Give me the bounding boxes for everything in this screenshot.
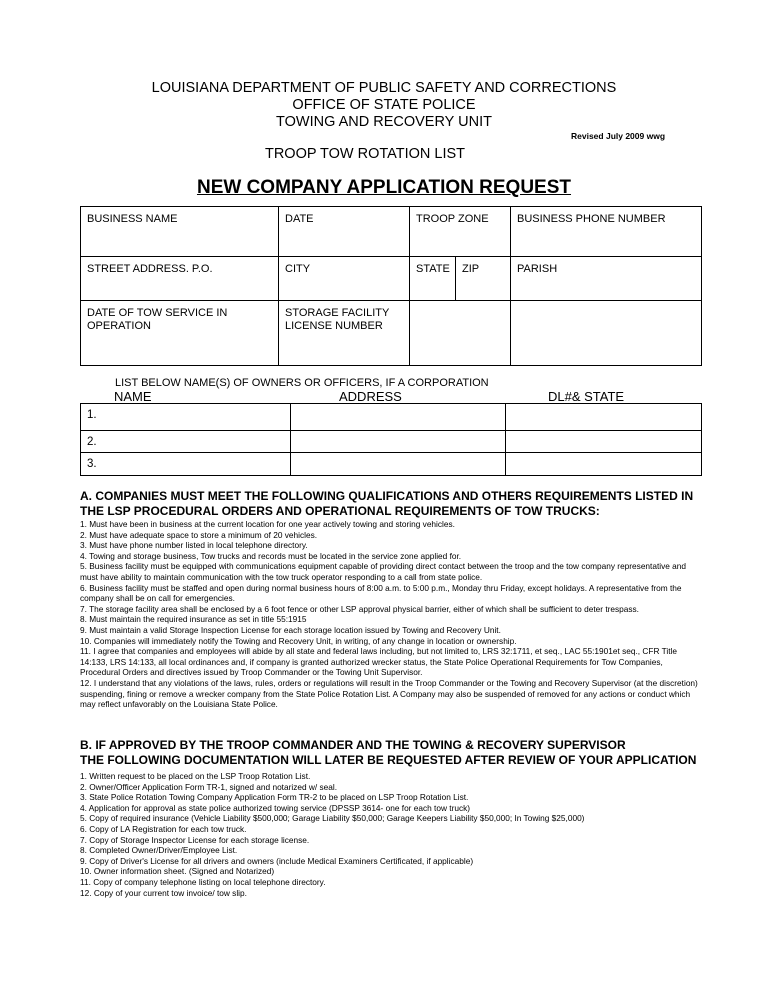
owners-name-header: NAME [114,389,152,404]
owner-dl-cell[interactable] [506,404,702,431]
zip-field[interactable] [456,257,511,301]
revised-note: Revised July 2009 wwg [571,131,666,141]
storage-license-field[interactable] [279,301,410,366]
owners-table [80,403,702,476]
agency-header [0,80,768,131]
business-phone-field[interactable] [511,207,702,257]
parish-field[interactable] [511,257,702,301]
list-item: 12. I understand that any violations of the laws, rules, orders or regulations will result in the Troop Commander or the Towing and Recovery Supervisor (at the discretion) suspending, fining or remove a wrecker company from the State Police Rotation List. A Company may also be suspended of removed for any actions or conduct which may reflect unfavorably on the Louisiana State Police. [80,677,698,710]
owners-address-header: ADDRESS [339,389,402,404]
storage-license-label: STORAGE FACILITY LICENSE NUMBER [285,307,390,332]
section-b-title [80,738,740,768]
business-name-label: BUSINESS NAME [87,213,178,225]
owners-dl-header: DL#& STATE [548,389,625,404]
section-b-title-line-1: B. IF APPROVED BY THE TROOP COMMANDER AND THE TOWING & RECOVERY SUPERVISOR [80,738,626,752]
owner-name-cell[interactable] [81,431,291,453]
list-item: 8. Completed Owner/Driver/Employee List. [80,845,238,856]
date-of-service-label: DATE OF TOW SERVICE IN OPERATION [87,307,228,332]
list-item: 5. Business facility must be equipped with communications equipment capable of providing direct contact between the troop and the tow company representative and must have ability to maintain communication with the tow truck operator responding to a call from state police. [80,561,687,582]
zip-label: ZIP [462,263,480,275]
row-number: 3. [87,458,97,470]
date-of-service-field[interactable] [81,301,279,366]
list-item: 5. Copy of required insurance (Vehicle Liability $500,000; Garage Liability $50,000; Garage Keepers Liability $50,000; In Towing $25,000) [80,813,585,824]
header-line-3: TOWING AND RECOVERY UNIT [276,114,492,130]
owner-address-cell[interactable] [291,453,506,476]
owner-dl-cell[interactable] [506,431,702,453]
troop-zone-label: TROOP ZONE [416,213,489,225]
list-item: 7. Copy of Storage Inspector License for each storage license. [80,834,310,845]
section-b-title-line-2: THE FOLLOWING DOCUMENTATION WILL LATER BE REQUESTED AFTER REVIEW OF YOUR APPLICATION [80,753,697,767]
business-phone-label: BUSINESS PHONE NUMBER [517,213,666,225]
header-line-1: LOUISIANA DEPARTMENT OF PUBLIC SAFETY AND CORRECTIONS [151,80,617,96]
row-number: 2. [87,436,97,448]
list-item: 1. Written request to be placed on the LSP Troop Rotation List. [80,771,311,781]
table-row [81,404,702,431]
table-row [81,453,702,476]
list-item: 6. Business facility must be staffed and open during normal business hours of 8:00 a.m. to 5:00 p.m., Monday thru Friday, except holidays. A representative from the company shall be on call for emergencies. [80,582,682,604]
section-a-title: A. COMPANIES MUST MEET THE FOLLOWING QUALIFICATIONS AND OTHERS REQUIREMENTS LISTED IN THE LSP PROCEDURAL ORDERS AND OPERATIONAL REQUIREMENTS OF TOW TRUCKS: [80,489,694,518]
date-field[interactable] [279,207,410,257]
owner-address-cell[interactable] [291,431,506,453]
header-line-2: OFFICE OF STATE POLICE [292,97,476,113]
list-title: TROOP TOW ROTATION LIST [264,146,466,162]
business-name-field[interactable] [81,207,279,257]
list-item: 2. Must have adequate space to store a minimum of 20 vehicles. [80,529,318,540]
list-item: 12. Copy of your current tow invoice/ tow slip. [80,887,247,898]
state-label: STATE [416,263,450,275]
list-item: 3. State Police Rotation Towing Company Application Form TR-2 to be placed on LSP Troop Rotation List. [80,792,469,803]
state-field[interactable] [410,257,456,301]
street-address-label: STREET ADDRESS. P.O. [87,263,213,275]
list-item: 8. Must maintain the required insurance as set in title 55:1915 [80,614,307,625]
list-item: 3. Must have phone number listed in local telephone directory. [80,540,308,551]
storage-license-value-field[interactable] [410,301,511,366]
row-number: 1. [87,409,97,421]
section-a-list [80,519,700,710]
owner-dl-cell[interactable] [506,453,702,476]
list-item: 9. Must maintain a valid Storage Inspection License for each storage location issued by Towing and Recovery Unit. [80,624,501,635]
list-item: 2. Owner/Officer Application Form TR-1, signed and notarized w/ seal. [80,781,338,792]
list-item: 4. Towing and storage business, Tow trucks and records must be located in the service zone applied for. [80,550,462,561]
owner-address-cell[interactable] [291,404,506,431]
city-field[interactable] [279,257,410,301]
owner-name-cell[interactable] [81,453,291,476]
list-item: 7. The storage facility area shall be enclosed by a 6 foot fence or other LSP approval physical barrier, either of which shall be sufficient to deter trespass. [80,603,639,614]
list-item: 10. Companies will immediately notify the Towing and Recovery Unit, in writing, of any change in location or ownership. [80,635,517,646]
form-title: NEW COMPANY APPLICATION REQUEST [196,177,572,198]
owner-name-cell[interactable] [81,404,291,431]
list-item: 1. Must have been in business at the current location for one year actively towing and storing vehicles. [80,519,455,529]
list-item: 9. Copy of Driver's License for all drivers and owners (include Medical Examiners Certificated, if applicable) [80,855,474,866]
section-b-list [80,771,700,898]
troop-zone-field[interactable] [410,207,511,257]
list-item: 6. Copy of LA Registration for each tow truck. [80,823,247,834]
parish-label: PARISH [517,263,558,275]
street-address-field[interactable] [81,257,279,301]
application-form-table [80,206,702,366]
blank-field[interactable] [511,301,702,366]
owners-instruction: LIST BELOW NAME(S) OF OWNERS OR OFFICERS, IF A CORPORATION [115,377,489,389]
table-row [81,431,702,453]
city-label: CITY [285,263,311,275]
list-item: 11. Copy of company telephone listing on local telephone directory. [80,876,326,887]
date-label: DATE [285,213,314,225]
list-item: 11. I agree that companies and employees will abide by all state and federal laws including, but not limited to, LRS 32:1711, et seq., LAC 55:1901et seq., CFR Title 14:133, LRS 14:133, all local ordinances and, if company is granted authorized wrecker status, the State Police Operational Requirements for Tow Companies, Procedural Orders and directives issued by Troop Commander or the Towing Unit Supervisor. [80,646,677,678]
list-item: 10. Owner information sheet. (Signed and Notarized) [80,866,275,877]
list-item: 4. Application for approval as state police authorized towing service (DPSSP 3614- one for each tow truck) [80,802,471,813]
